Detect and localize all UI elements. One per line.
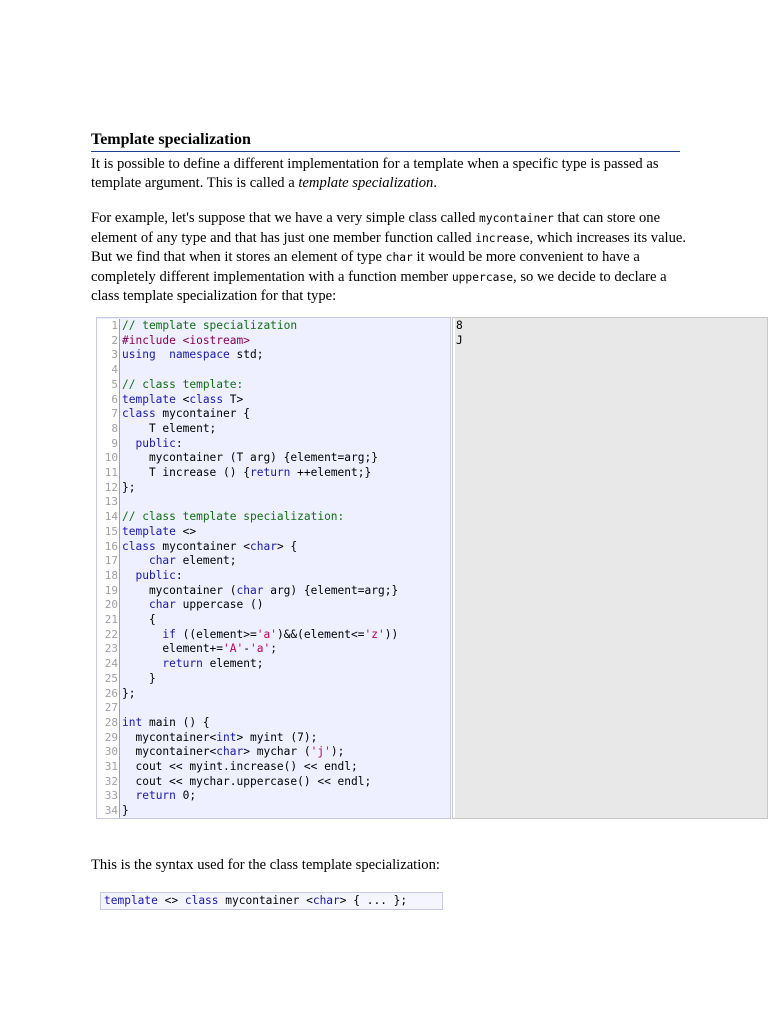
code-line — [122, 687, 135, 702]
code-token: : — [175, 568, 183, 582]
syntax-code — [100, 892, 443, 910]
code-token: mycontainer { — [155, 407, 250, 421]
code-token — [122, 437, 135, 450]
line-number: 30 — [104, 745, 118, 759]
line-number: 33 — [104, 789, 118, 803]
code-token: - — [243, 642, 251, 656]
code-token: public — [135, 436, 176, 450]
code-token: 0; — [175, 789, 197, 803]
line-number: 21 — [104, 613, 118, 626]
code-line — [122, 731, 317, 746]
code-token: < — [175, 392, 190, 406]
output-divider — [453, 318, 455, 818]
line-number: 20 — [104, 598, 118, 612]
intro-emphasis: template specialization — [298, 174, 434, 191]
code-token: char — [236, 583, 264, 597]
code-listing — [96, 317, 451, 819]
line-number: 2 — [111, 333, 118, 347]
code-line — [122, 451, 378, 466]
line-number: 3 — [111, 348, 118, 362]
code-token: class — [184, 894, 219, 907]
code-token: mycontainer (T arg) {element=arg;} — [122, 451, 378, 465]
code-token: 'z' — [364, 627, 385, 641]
code-token: char — [216, 745, 244, 759]
code-line — [122, 804, 129, 819]
code-line — [122, 569, 183, 584]
line-number: 19 — [104, 583, 118, 597]
code-token: 'A' — [223, 642, 244, 656]
program-output — [452, 317, 768, 819]
code-line — [122, 598, 263, 613]
code-token: > { ... }; — [339, 894, 408, 907]
line-number: 12 — [104, 480, 118, 494]
code-token — [122, 554, 149, 567]
line-number: 6 — [111, 392, 118, 406]
line-number: 14 — [104, 510, 118, 524]
code-token: ++element;} — [290, 466, 372, 479]
code-token: ); — [330, 745, 345, 759]
code-token: 'j' — [310, 745, 331, 759]
line-number: 29 — [104, 730, 118, 744]
line-number: 13 — [104, 495, 118, 509]
line-number: 11 — [104, 466, 118, 479]
code-token — [122, 598, 149, 611]
code-token: return — [135, 789, 176, 803]
code-line — [122, 393, 243, 408]
code-token: } — [122, 804, 129, 818]
syntax-intro-paragraph: This is the syntax used for the class template specialization: — [91, 857, 440, 873]
example-text-5: , so we decide to declare a class template specialization for that type: — [91, 268, 667, 304]
code-token: <> — [157, 894, 185, 907]
output-line: J — [456, 333, 463, 347]
code-line — [122, 540, 297, 555]
code-token: ((element>= — [175, 627, 257, 641]
line-number: 15 — [104, 524, 118, 538]
code-token: <> — [175, 524, 197, 538]
code-token: : — [175, 436, 183, 450]
code-token: 'a' — [256, 627, 277, 641]
code-token: public — [135, 568, 176, 582]
code-token: mycontainer< — [122, 745, 217, 759]
code-token: namespace — [169, 348, 230, 362]
code-line — [122, 334, 250, 349]
code-token: char — [148, 554, 176, 568]
line-number: 8 — [111, 421, 118, 435]
code-token: )&&(element<= — [276, 627, 365, 641]
code-token: arg) {element=arg;} — [263, 583, 399, 597]
code-token: element; — [202, 657, 264, 671]
line-number: 28 — [104, 715, 118, 729]
code-token: #include <iostream> — [122, 333, 250, 347]
code-line — [122, 466, 371, 481]
line-number: 16 — [104, 539, 118, 553]
line-number: 10 — [104, 451, 118, 465]
inline-code-uppercase: uppercase — [451, 270, 514, 284]
code-line — [122, 760, 358, 775]
line-number: 9 — [111, 436, 118, 450]
code-line — [122, 613, 156, 628]
example-text-1: For example, let's suppose that we have a very simple class called — [91, 210, 480, 226]
code-token: T element; — [122, 421, 217, 435]
code-token: 'a' — [250, 642, 271, 656]
code-token: return — [249, 466, 291, 479]
code-line — [122, 422, 216, 437]
code-line — [122, 407, 250, 422]
line-number: 32 — [104, 774, 118, 788]
code-line — [122, 789, 196, 804]
line-number: 26 — [104, 686, 118, 700]
code-token: class — [189, 392, 224, 406]
line-number: 18 — [104, 568, 118, 582]
line-number: 34 — [104, 804, 118, 818]
example-text-4: it would be more convenient to have a completely different implementation with a function member — [91, 249, 640, 285]
code-line — [122, 437, 183, 452]
code-token — [122, 628, 162, 641]
code-token: cout << mychar.uppercase() << endl; — [122, 774, 372, 788]
code-line — [122, 642, 277, 657]
code-line — [122, 584, 398, 599]
code-token: if — [162, 627, 176, 641]
intro-text-a: It is possible to define a different implementation for a template when a specific type is passed as template argument. This is called a — [91, 156, 659, 191]
code-token — [156, 348, 169, 361]
line-number: 17 — [104, 554, 118, 568]
code-token: }; — [122, 480, 136, 494]
code-line — [122, 657, 263, 672]
code-token: } — [122, 671, 156, 685]
line-number: 4 — [111, 363, 118, 377]
code-token: mycontainer< — [122, 730, 217, 744]
line-number: 7 — [111, 407, 118, 421]
output-line: 8 — [456, 319, 463, 332]
code-token: mycontainer < — [155, 539, 250, 553]
code-line — [122, 348, 263, 363]
code-token: uppercase () — [175, 598, 264, 612]
code-token: > myint (7); — [236, 730, 318, 744]
code-token: cout << myint.increase() << endl; — [122, 760, 358, 773]
code-token: > { — [276, 539, 298, 553]
code-line — [122, 672, 156, 687]
intro-text-b: . — [433, 174, 438, 191]
code-token: T increase () { — [122, 466, 250, 479]
code-token: int — [216, 730, 237, 744]
line-number: 24 — [104, 657, 118, 671]
line-number: 31 — [104, 760, 118, 773]
line-number: 25 — [104, 671, 118, 685]
code-line — [122, 481, 135, 496]
code-token: int — [122, 715, 143, 729]
code-token: > mychar ( — [243, 745, 311, 759]
line-number: 22 — [104, 627, 118, 641]
code-token — [122, 569, 135, 582]
code-token: )) — [384, 627, 399, 641]
code-token: element; — [175, 554, 237, 568]
example-text-3: , which increases its value. But we find that when it stores an element of type — [91, 229, 687, 265]
code-token: template — [122, 524, 176, 538]
code-token: mycontainer ( — [122, 583, 237, 597]
code-token — [122, 789, 135, 802]
section-title: Template specialization — [91, 130, 680, 152]
code-line — [122, 319, 297, 334]
code-line — [122, 554, 237, 569]
example-paragraph — [91, 209, 691, 306]
code-token: element+= — [122, 642, 224, 656]
code-token: class — [122, 539, 156, 553]
code-token: mycontainer < — [218, 894, 313, 907]
example-text-2: that can store one element of any type and that has just one member function called — [91, 210, 661, 246]
code-token: T> — [223, 392, 244, 406]
code-token: { — [122, 613, 156, 626]
inline-code-char: char — [385, 251, 413, 264]
inline-code-mycontainer: mycontainer — [479, 212, 554, 225]
code-line — [122, 745, 344, 760]
line-number: 23 — [104, 642, 118, 656]
code-token: // class template: — [122, 377, 244, 391]
code-token: class — [122, 407, 156, 421]
code-line — [122, 378, 243, 393]
code-token: using — [122, 348, 156, 362]
code-token: char — [312, 894, 340, 907]
code-line — [122, 525, 196, 540]
code-token: // template specialization — [122, 319, 298, 332]
code-token: std; — [229, 348, 264, 362]
code-token: ; — [270, 642, 277, 656]
code-line — [122, 775, 371, 790]
code-line — [122, 510, 344, 525]
line-number: 27 — [104, 701, 118, 715]
code-line — [122, 716, 210, 731]
line-number: 1 — [111, 319, 118, 332]
inline-code-increase: increase — [475, 231, 530, 245]
code-token: }; — [122, 686, 136, 700]
line-number: 5 — [111, 377, 118, 391]
code-token — [122, 657, 162, 670]
code-token: main () { — [142, 715, 210, 729]
code-token: // class template specialization: — [122, 510, 345, 524]
code-token: char — [249, 539, 277, 553]
intro-paragraph — [91, 155, 691, 192]
code-token: template — [104, 894, 158, 907]
code-token: char — [148, 598, 176, 612]
code-token: template — [122, 392, 176, 406]
code-token: return — [162, 657, 203, 671]
code-line — [122, 628, 398, 643]
